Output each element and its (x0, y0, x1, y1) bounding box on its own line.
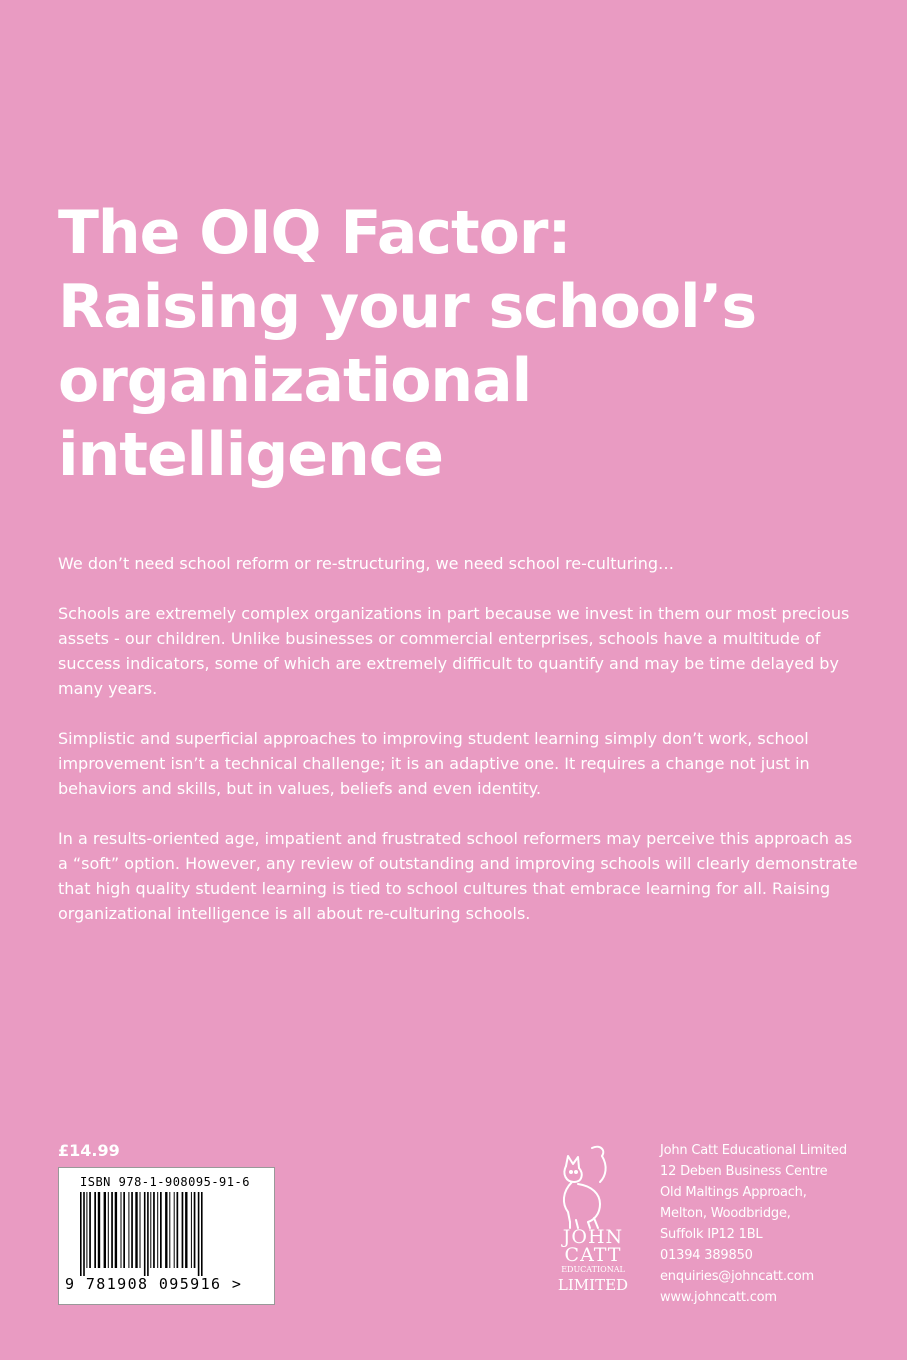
barcode-bar (144, 1192, 146, 1276)
publisher-address (660, 1140, 847, 1308)
barcode-bar (201, 1192, 203, 1276)
title-line: The OIQ Factor: (58, 198, 571, 268)
logo-word-educational: EDUCATIONAL (561, 1265, 625, 1274)
address-line: Melton, Woodbridge, (660, 1206, 791, 1221)
title-line: Raising your school’s (58, 272, 757, 342)
logo-word-catt: CATT (564, 1244, 622, 1266)
book-title (58, 196, 878, 492)
price-label: £14.99 (58, 1141, 120, 1160)
address-line: Old Maltings Approach, (660, 1185, 807, 1200)
barcode-bar (160, 1192, 162, 1268)
email-address: enquiries@johncatt.com (660, 1269, 814, 1284)
barcode-bar (83, 1192, 85, 1276)
blurb-paragraph: In a results-oriented age, impatient and frustrated school reformers may perceive this approach as a “soft” option. However, any review of outstanding and improving schools will clearly demonstrate that high quality student learning is tied to school cultures that embrace learning for all. Raising organizational intelligence is all about re-culturing schools. (58, 829, 858, 923)
blurb-paragraph: Simplistic and superficial approaches to improving student learning simply don’t work, school improvement isn’t a technical challenge; it is an adaptive one. It requires a change not just in behaviors and skills, but in values, beliefs and even identity. (58, 729, 810, 798)
barcode-bar (115, 1192, 117, 1268)
barcode-bar (191, 1192, 192, 1268)
barcode-bar (198, 1192, 200, 1276)
barcode-bar (140, 1192, 141, 1268)
barcode-bar (111, 1192, 113, 1268)
barcode-bar (150, 1192, 151, 1268)
barcode-bar (177, 1192, 179, 1268)
barcode-bar (108, 1192, 109, 1268)
address-line: 12 Deben Business Centre (660, 1164, 828, 1179)
barcode-bar (165, 1192, 167, 1268)
barcode-bars (78, 1192, 258, 1276)
logo-word-john: JOHN (562, 1226, 624, 1248)
barcode-bar (89, 1192, 91, 1268)
barcode-bar (135, 1192, 137, 1268)
website: www.johncatt.com (660, 1290, 777, 1305)
publisher-name: John Catt Educational Limited (660, 1143, 847, 1158)
barcode-bar (98, 1192, 100, 1268)
barcode-bar (169, 1192, 170, 1268)
barcode-bar (123, 1192, 125, 1268)
publisher-logo (548, 1142, 644, 1312)
barcode-bar (131, 1192, 133, 1268)
barcode-bar (104, 1192, 106, 1268)
isbn-barcode (58, 1167, 275, 1305)
barcode-bar (80, 1192, 82, 1276)
ean-digits: 9 781908 095916 > (65, 1275, 243, 1293)
address-line: Suffolk IP12 1BL (660, 1227, 763, 1242)
barcode-bar (185, 1192, 187, 1268)
title-line: organizational (58, 346, 532, 416)
barcode-bar (128, 1192, 129, 1268)
barcode-bar (147, 1192, 149, 1276)
logo-word-limited: LIMITED (557, 1276, 629, 1294)
barcode-bar (157, 1192, 158, 1268)
barcode-bar (174, 1192, 175, 1268)
barcode-bar (194, 1192, 196, 1268)
title-line: intelligence (58, 420, 443, 490)
blurb-paragraph: Schools are extremely complex organizations in part because we invest in them our most precious assets - our children. Unlike businesses or commercial enterprises, schools have a multitude of success indicators, some of which are extremely difficult to quantify and may be time delayed by many years. (58, 604, 850, 698)
isbn-label: ISBN 978-1-908095-91-6 (80, 1175, 250, 1189)
blurb-paragraph: We don’t need school reform or re-structuring, we need school re-culturing… (58, 554, 675, 573)
phone-number: 01394 389850 (660, 1248, 753, 1263)
barcode-bar (86, 1192, 87, 1268)
barcode-bar (121, 1192, 122, 1268)
barcode-bar (182, 1192, 184, 1268)
barcode-bar (94, 1192, 96, 1268)
back-cover-blurb (58, 551, 858, 951)
barcode-bar (153, 1192, 155, 1268)
